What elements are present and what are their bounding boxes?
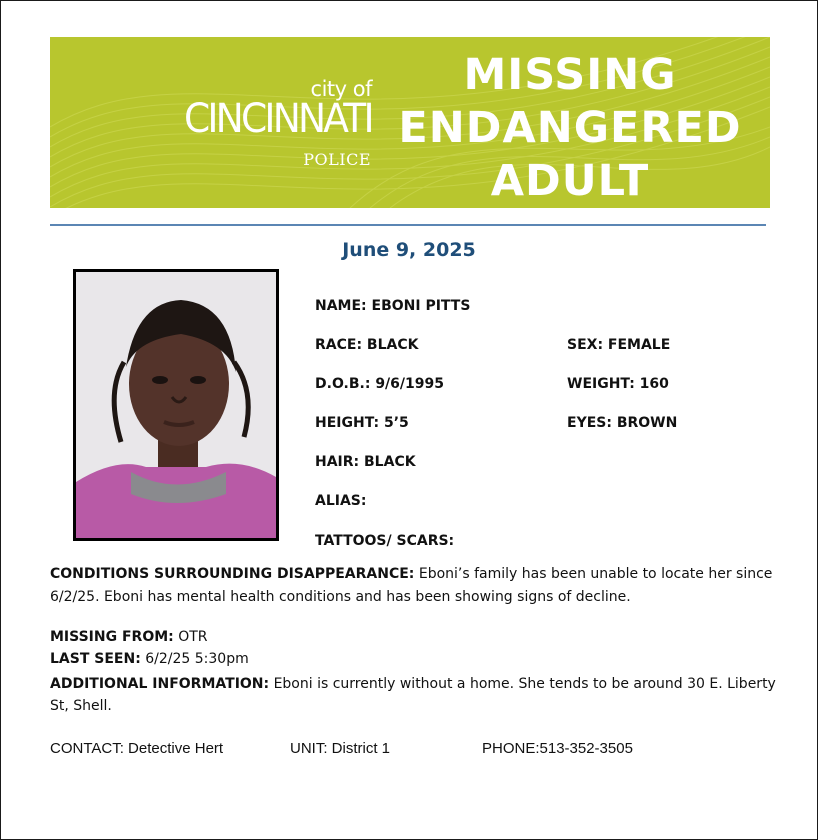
field-hair: HAIR: BLACK: [315, 454, 416, 470]
field-tattoos: TATTOOS/ SCARS:: [315, 533, 455, 549]
last-seen-label: LAST SEEN:: [50, 651, 141, 667]
logo-police: POLICE: [303, 150, 371, 169]
divider-line: [50, 224, 766, 226]
additional-info-value: Eboni is currently without a home. She tends to be around 30 E. Liberty St, Shell.: [50, 676, 776, 714]
field-dob: D.O.B.: 9/6/1995: [315, 376, 444, 392]
field-race: RACE: BLACK: [315, 337, 419, 353]
person-photo: [73, 269, 279, 541]
portrait-image: [76, 272, 276, 538]
missing-from: [50, 629, 208, 645]
headline-line-3: ADULT: [490, 156, 650, 206]
last-seen: [50, 651, 249, 667]
field-sex: SEX: FEMALE: [567, 337, 671, 353]
additional-info-label: ADDITIONAL INFORMATION:: [50, 676, 270, 692]
headline-line-2: ENDANGERED: [398, 103, 742, 153]
field-name: NAME: EBONI PITTS: [315, 298, 471, 314]
field-height: HEIGHT: 5’5: [315, 415, 409, 431]
cincinnati-police-logo: [50, 37, 380, 208]
headline: [380, 49, 760, 208]
field-alias: ALIAS:: [315, 493, 367, 509]
contact-phone: PHONE:513-352-3505: [482, 740, 633, 757]
conditions-section: [50, 563, 780, 609]
contact-detective: CONTACT: Detective Hert: [50, 740, 224, 757]
field-weight: WEIGHT: 160: [567, 376, 669, 392]
header-banner: [50, 37, 770, 208]
logo-cincinnati: CINCINNATI: [184, 96, 372, 142]
headline-line-1: MISSING: [463, 50, 677, 100]
field-eyes: EYES: BROWN: [567, 415, 678, 431]
contact-unit: UNIT: District 1: [290, 740, 391, 757]
conditions-text: Eboni’s family has been unable to locate her since 6/2/25. Eboni has mental health conditions and has been showing signs of decline.: [50, 566, 773, 605]
flyer-date: June 9, 2025: [342, 239, 476, 261]
missing-from-label: MISSING FROM:: [50, 629, 174, 645]
additional-info: [50, 673, 780, 717]
logo-city-of: city of: [310, 77, 372, 101]
missing-from-value: OTR: [173, 629, 208, 645]
conditions-label: CONDITIONS SURROUNDING DISAPPEARANCE:: [50, 566, 415, 582]
last-seen-value: 6/2/25 5:30pm: [140, 651, 249, 667]
